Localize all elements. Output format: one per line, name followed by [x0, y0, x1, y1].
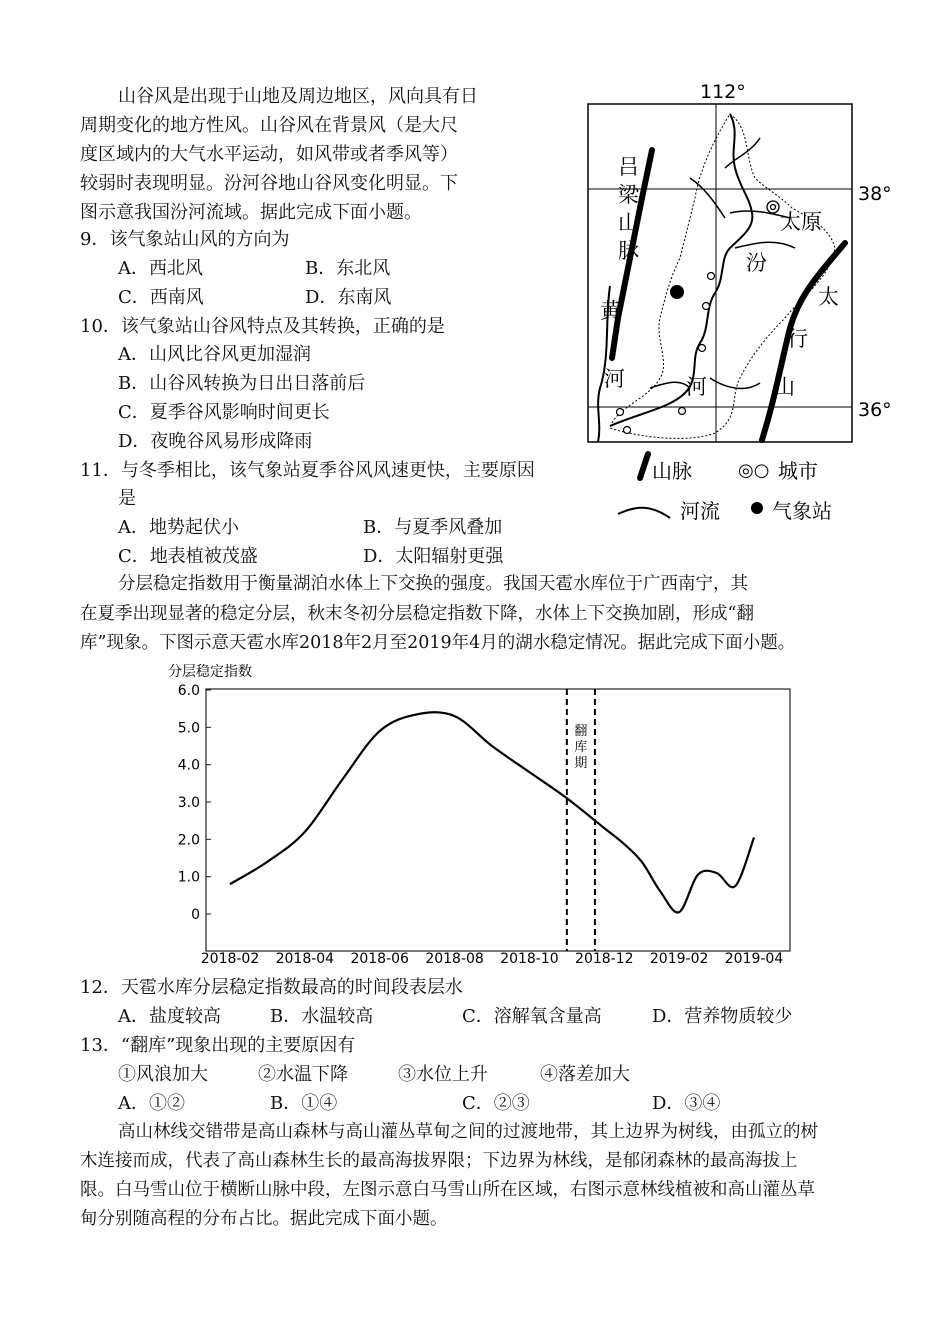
q11-option-a[interactable]: A．地势起伏小 [118, 517, 239, 538]
x-tick-label: 2019-04 [724, 951, 784, 965]
label-shan: 山 [618, 211, 639, 235]
q10-option-c[interactable]: C．夏季谷风影响时间更长 [118, 402, 330, 423]
overturn-label [574, 724, 587, 771]
overturn-label-char: 库 [574, 740, 588, 755]
q13-item-4: ④落差加大 [540, 1064, 630, 1085]
q10-option-b[interactable]: B．山谷风转换为日出日落前后 [118, 373, 366, 394]
q11-stem-line-2: 是 [118, 488, 136, 509]
q13-option-d[interactable]: D．③④ [652, 1093, 721, 1114]
label-he-fen: 河 [686, 375, 707, 399]
q12-option-d[interactable]: D．营养物质较少 [652, 1006, 793, 1027]
y-tick-label: 0 [191, 907, 200, 923]
city-marker [708, 273, 715, 280]
weather-station-marker [670, 285, 684, 299]
legend-station-symbol [751, 502, 763, 514]
q11-option-b[interactable]: B．与夏季风叠加 [363, 517, 503, 538]
q12-option-a[interactable]: A．盐度较高 [118, 1006, 221, 1027]
q13-item-2: ②水温下降 [258, 1064, 348, 1085]
stability-index-line [230, 712, 754, 912]
taiyuan-city-inner [771, 205, 776, 210]
city-marker [703, 303, 710, 310]
label-xing: 行 [787, 327, 808, 351]
label-shan-taihang: 山 [774, 375, 795, 399]
q13-option-c[interactable]: C．②③ [462, 1093, 530, 1114]
x-tick-label: 2018-12 [575, 951, 634, 965]
x-tick-label: 2018-10 [500, 951, 559, 965]
x-tick-label: 2018-02 [200, 951, 260, 965]
legend-mountain-symbol [640, 454, 648, 478]
label-huang: 黄 [600, 299, 621, 323]
legend-city: 城市 [778, 459, 818, 483]
q11-option-d[interactable]: D．太阳辐射更强 [363, 546, 504, 567]
taiyuan-city-outer [767, 201, 779, 213]
x-tick-label: 2018-04 [275, 951, 335, 965]
intro3-line-1: 高山林线交错带是高山森林与高山灌丛草甸之间的过渡地带，其上边界为树线，由孤立的树 [118, 1122, 818, 1142]
label-fen: 汾 [746, 251, 767, 275]
q13-item-1: ①风浪加大 [118, 1064, 208, 1085]
q11-stem-line-1: 11．与冬季相比，该气象站夏季谷风风速更快，主要原因 [80, 460, 535, 481]
intro2-line-3: 库”现象。下图示意天雹水库2018年2月至2019年4月的湖水稳定情况。据此完成下面小题。 [80, 633, 796, 653]
q9-option-b[interactable]: B．东北风 [305, 258, 391, 279]
intro2-line-2: 在夏季出现显著的稳定分层，秋末冬初分层稳定指数下降，水体上下交换加剧，形成“翻 [80, 604, 754, 624]
q10-stem: 10．该气象站山谷风特点及其转换，正确的是 [80, 316, 445, 337]
tributary-2 [735, 242, 795, 248]
overturn-label-char: 期 [574, 756, 588, 771]
intro1-line-4: 较弱时表现明显。汾河谷地山谷风变化明显。下 [80, 173, 458, 194]
y-tick-label: 2.0 [177, 832, 200, 849]
city-marker [679, 408, 686, 415]
q10-option-d[interactable]: D．夜晚谷风易形成降雨 [118, 431, 313, 452]
label-38: 38° [858, 183, 892, 205]
q13-item-3: ③水位上升 [398, 1064, 488, 1085]
legend-city-symbol: ◎○ [738, 460, 770, 481]
intro3-line-3: 限。白马雪山位于横断山脉中段，左图示意白马雪山所在区域，右图示意林线植被和高山灌丛草 [80, 1180, 815, 1200]
q11-option-c[interactable]: C．地表植被茂盛 [118, 546, 258, 567]
intro1-line-1: 山谷风是出现于山地及周边地区，风向具有日 [118, 86, 478, 107]
city-marker [699, 345, 706, 352]
label-tai: 太 [818, 285, 839, 309]
q9-option-d[interactable]: D．东南风 [305, 287, 392, 308]
chart-y-label: 分层稳定指数 [168, 664, 252, 680]
q13-stem: 13．“翻库”现象出现的主要原因有 [80, 1035, 356, 1056]
basin-boundary [610, 114, 835, 438]
q12-option-b[interactable]: B．水温较高 [270, 1006, 374, 1027]
label-lv: 吕 [618, 155, 639, 179]
q12-stem: 12．天雹水库分层稳定指数最高的时间段表层水 [80, 977, 463, 998]
city-marker [617, 409, 624, 416]
intro3-line-4: 甸分别随高程的分布占比。据此完成下面小题。 [80, 1209, 448, 1229]
q9-option-a[interactable]: A．西北风 [118, 258, 203, 279]
y-tick-label: 3.0 [177, 795, 200, 811]
y-tick-label: 6.0 [177, 683, 200, 699]
legend-river: 河流 [680, 499, 720, 523]
tributary-5 [650, 382, 690, 388]
overturn-label-char: 翻 [574, 724, 588, 739]
x-tick-label: 2018-06 [350, 951, 409, 965]
intro1-line-3: 度区域内的大气水平运动，如风带或者季风等） [80, 144, 458, 165]
y-tick-label: 4.0 [177, 757, 200, 774]
x-tick-label: 2018-08 [425, 951, 484, 965]
q13-option-b[interactable]: B．①④ [270, 1093, 338, 1114]
intro1-line-5: 图示意我国汾河流域。据此完成下面小题。 [80, 202, 422, 223]
x-tick-label: 2019-02 [649, 951, 709, 965]
intro3-line-2: 木连接而成，代表了高山森林生长的最高海拔界限；下边界为林线，是郁闭森林的最高海拔上 [80, 1151, 798, 1171]
city-marker [624, 427, 631, 434]
label-mai: 脉 [618, 239, 639, 263]
q13-option-a[interactable]: A．①② [118, 1093, 185, 1114]
y-tick-label: 1.0 [177, 869, 200, 886]
stability-index-chart [160, 660, 800, 965]
intro2-line-1: 分层稳定指数用于衡量湖泊水体上下交换的强度。我国天雹水库位于广西南宁，其 [118, 574, 748, 594]
tributary-6 [725, 138, 760, 168]
q9-stem: 9．该气象站山风的方向为 [80, 229, 290, 250]
label-112: 112° [700, 81, 746, 103]
tributary-4 [710, 378, 760, 388]
label-36: 36° [858, 399, 892, 421]
legend-station: 气象站 [772, 499, 832, 523]
label-liang: 梁 [618, 183, 639, 207]
fenhe-basin-map [580, 78, 910, 528]
legend-mountain: 山脉 [652, 459, 692, 483]
legend-river-symbol [618, 508, 670, 518]
label-he-yellow: 河 [604, 367, 625, 391]
q10-option-a[interactable]: A．山风比谷风更加湿润 [118, 344, 311, 365]
q9-option-c[interactable]: C．西南风 [118, 287, 204, 308]
intro1-line-2: 周期变化的地方性风。山谷风在背景风（是大尺 [80, 115, 458, 136]
chart-plot-frame [206, 689, 790, 951]
label-taiyuan: 太原 [780, 210, 822, 234]
y-tick-label: 5.0 [177, 720, 200, 737]
q12-option-c[interactable]: C．溶解氧含量高 [462, 1006, 602, 1027]
